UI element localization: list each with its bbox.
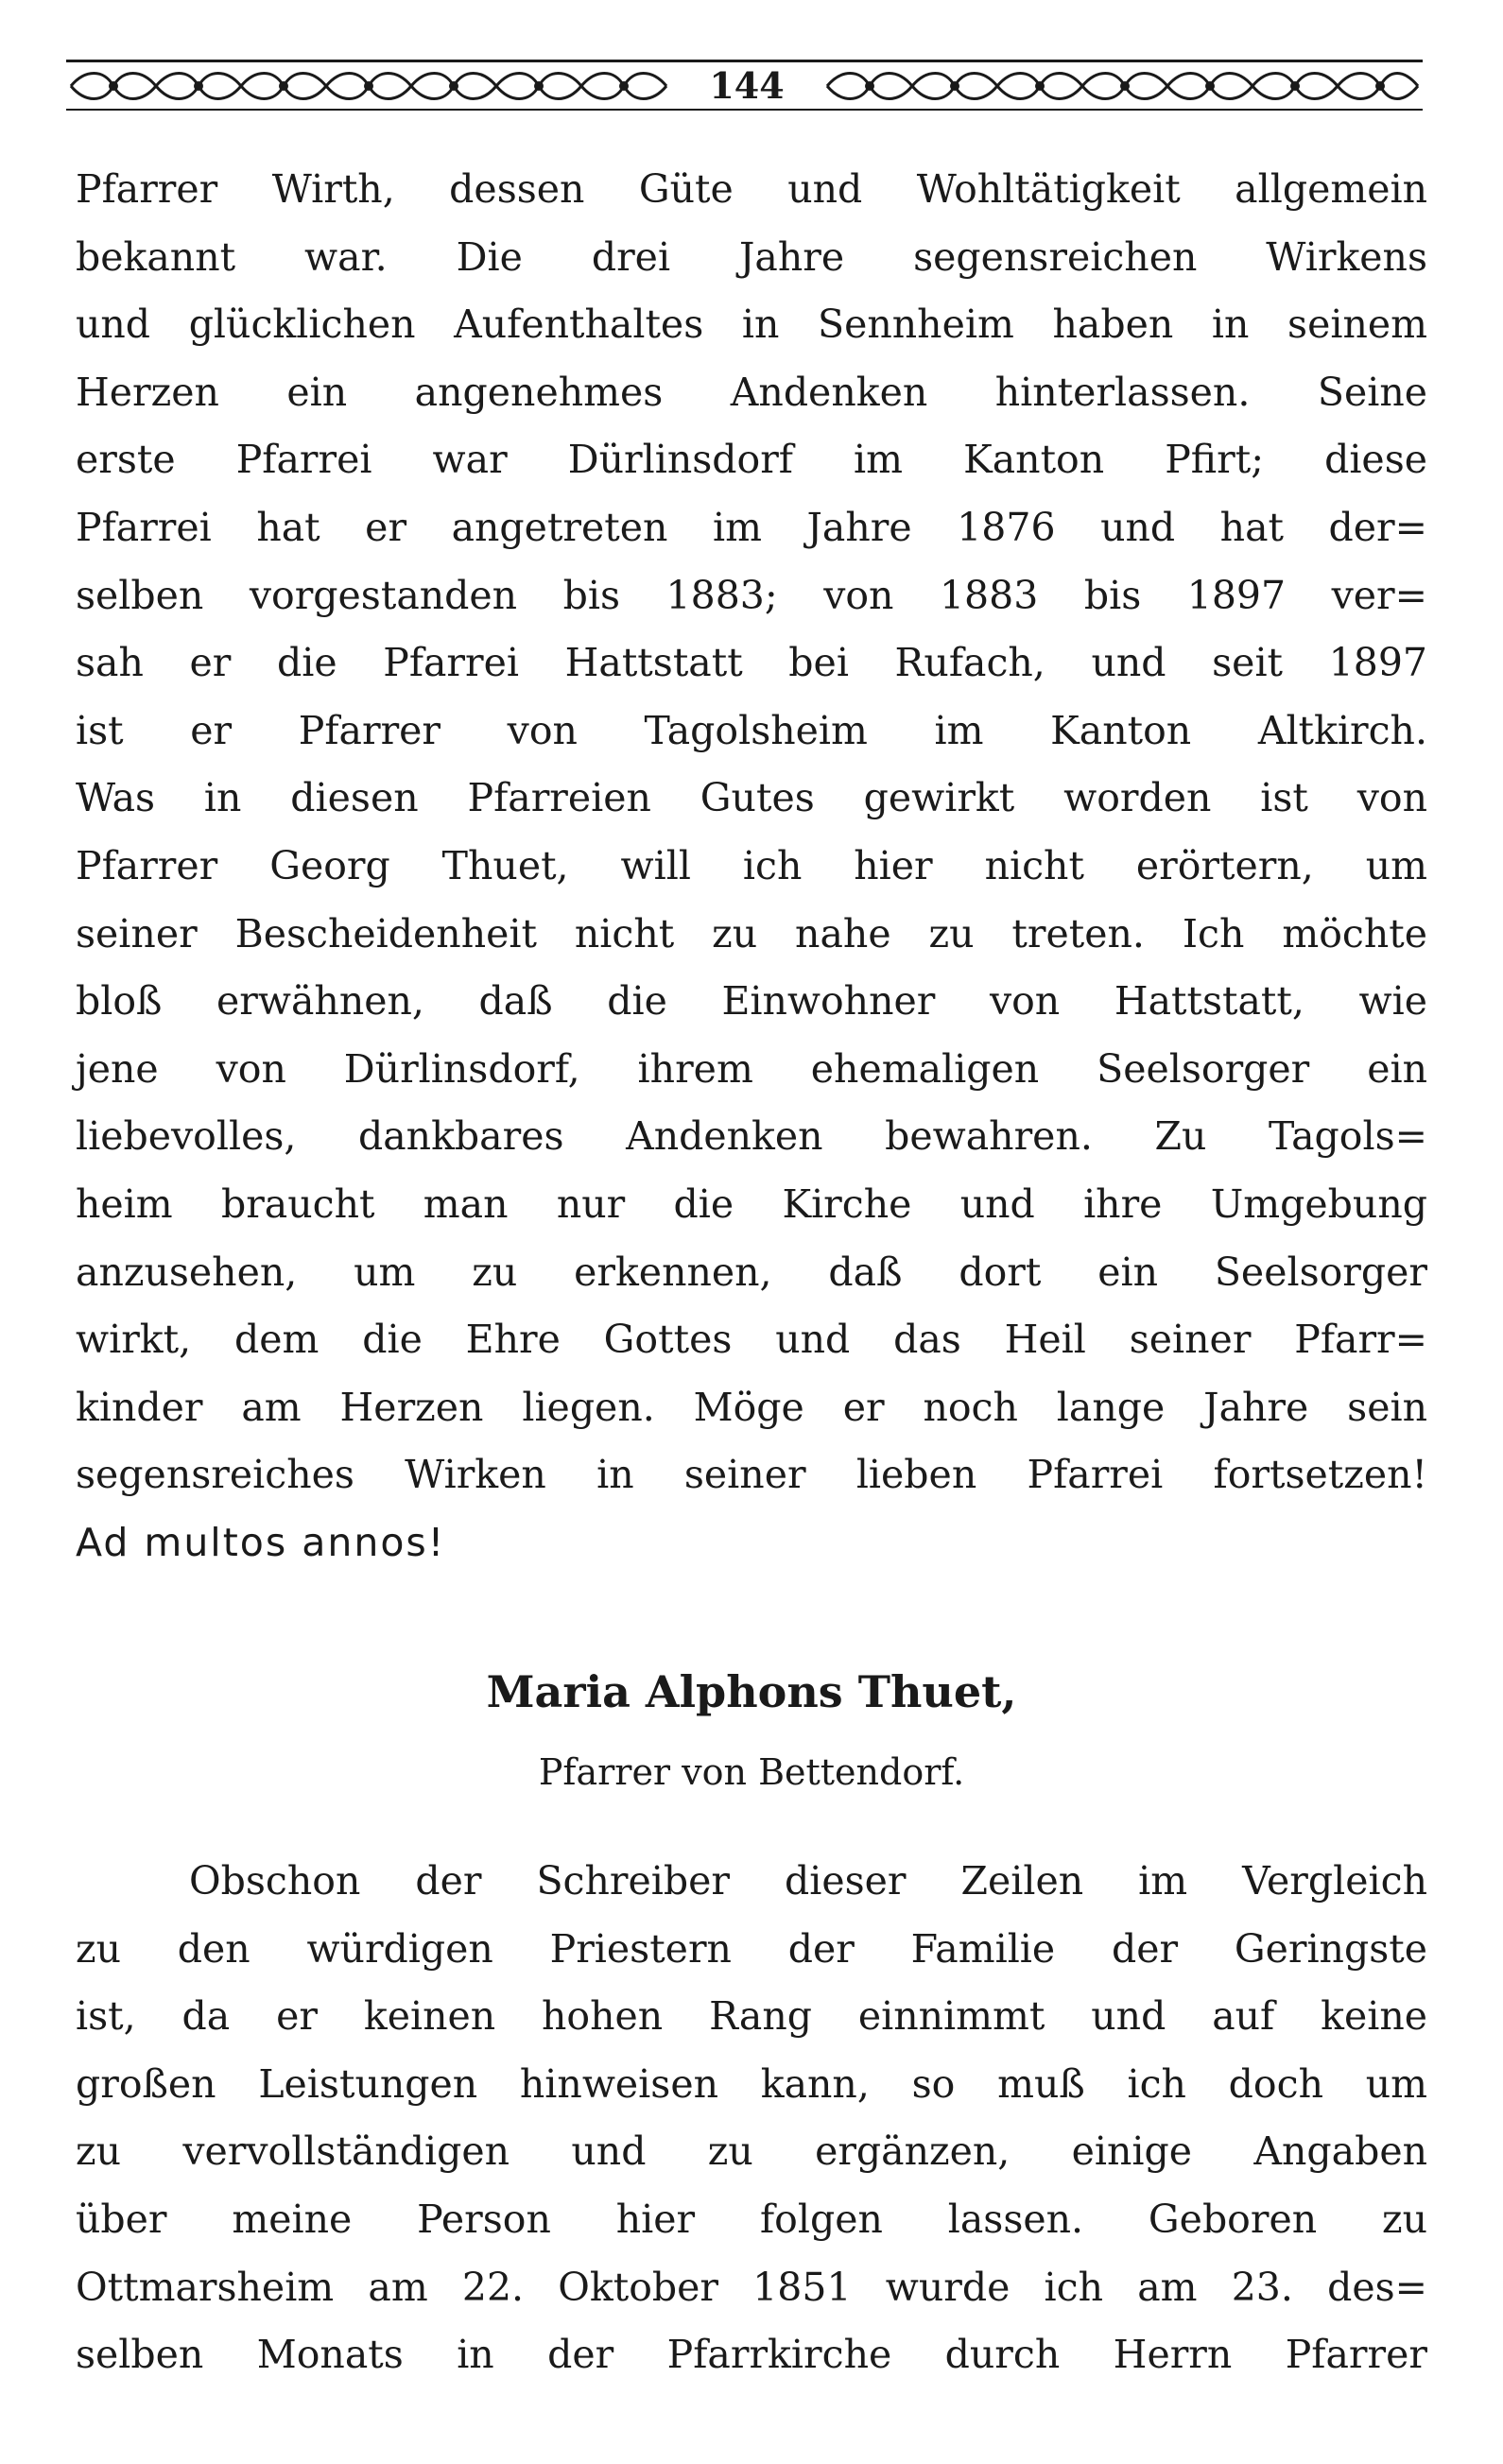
text-line: zu den würdigen Priestern der Familie der Geringste bbox=[76, 1925, 1427, 1972]
text-line: segensreiches Wirken in seiner lieben Pfarrei fortsetzen! bbox=[76, 1452, 1427, 1498]
text-line: Herzen ein angenehmes Andenken hinterlassen. Seine bbox=[76, 369, 1427, 415]
header-rule-bottom bbox=[66, 109, 1423, 111]
header-ornament-left-icon bbox=[66, 67, 671, 105]
text-line: und glücklichen Aufenthaltes in Sennheim haben in seinem bbox=[76, 302, 1427, 348]
text-line: erste Pfarrei war Dürlinsdorf im Kanton Pfirt; diese bbox=[76, 437, 1427, 483]
page-header bbox=[66, 52, 1423, 118]
text-line: über meine Person hier folgen lassen. Geboren zu bbox=[76, 2196, 1427, 2242]
text-line: wirkt, dem die Ehre Gottes und das Heil seiner Pfarr= bbox=[76, 1317, 1427, 1363]
text-line: ist er Pfarrer von Tagolsheim im Kanton Altkirch. bbox=[76, 707, 1427, 753]
text-line: Obschon der Schreiber dieser Zeilen im Vergleich bbox=[189, 1858, 1427, 1904]
header-ornament-right-icon bbox=[822, 67, 1423, 105]
text-line: bloß erwähnen, daß die Einwohner von Hattstatt, wie bbox=[76, 978, 1427, 1025]
text-line: heim braucht man nur die Kirche und ihre Umgebung bbox=[76, 1180, 1427, 1227]
text-line: großen Leistungen hinweisen kann, so muß ich doch um bbox=[76, 2060, 1427, 2107]
text-line: ist, da er keinen hohen Rang einnimmt und auf keine bbox=[76, 1993, 1427, 2040]
text-line: Was in diesen Pfarreien Gutes gewirkt worden ist von bbox=[76, 775, 1427, 821]
text-line: seiner Bescheidenheit nicht zu nahe zu treten. Ich möchte bbox=[76, 910, 1427, 956]
text-line: zu vervollständigen und zu ergänzen, einige Angaben bbox=[76, 2128, 1427, 2175]
text-line: anzusehen, um zu erkennen, daß dort ein Seelsorger bbox=[76, 1249, 1427, 1295]
text-line: Pfarrer Wirth, dessen Güte und Wohltätigkeit allgemein bbox=[76, 166, 1427, 212]
page-number: 144 bbox=[709, 64, 785, 107]
text-line: sah er die Pfarrei Hattstatt bei Rufach, und seit 1897 bbox=[76, 640, 1427, 686]
text-line: kinder am Herzen liegen. Möge er noch lange Jahre sein bbox=[76, 1384, 1427, 1430]
text-line: jene von Dürlinsdorf, ihrem ehemaligen Seelsorger ein bbox=[76, 1045, 1427, 1092]
section-one-text bbox=[76, 156, 1427, 1577]
text-line: Pfarrei hat er angetreten im Jahre 1876 und hat der= bbox=[76, 504, 1427, 550]
header-rule-top bbox=[66, 60, 1423, 62]
section-heading: Maria Alphons Thuet, bbox=[486, 1666, 1017, 1717]
closing-line: Ad multos annos! bbox=[76, 1519, 446, 1565]
text-line: liebevolles, dankbares Andenken bewahren. Zu Tagols= bbox=[76, 1113, 1427, 1160]
text-line: selben vorgestanden bis 1883; von 1883 bis 1897 ver= bbox=[76, 572, 1427, 618]
text-line: Ottmarsheim am 22. Oktober 1851 wurde ich am 23. des= bbox=[76, 2264, 1427, 2310]
text-line: Pfarrer Georg Thuet, will ich hier nicht erörtern, um bbox=[76, 842, 1427, 888]
text-line: bekannt war. Die drei Jahre segensreichen Wirkens bbox=[76, 233, 1427, 280]
section-subheading: Pfarrer von Bettendorf. bbox=[538, 1751, 965, 1793]
text-line: selben Monats in der Pfarrkirche durch Herrn Pfarrer bbox=[76, 2332, 1427, 2378]
section-two-text bbox=[76, 1848, 1427, 2389]
